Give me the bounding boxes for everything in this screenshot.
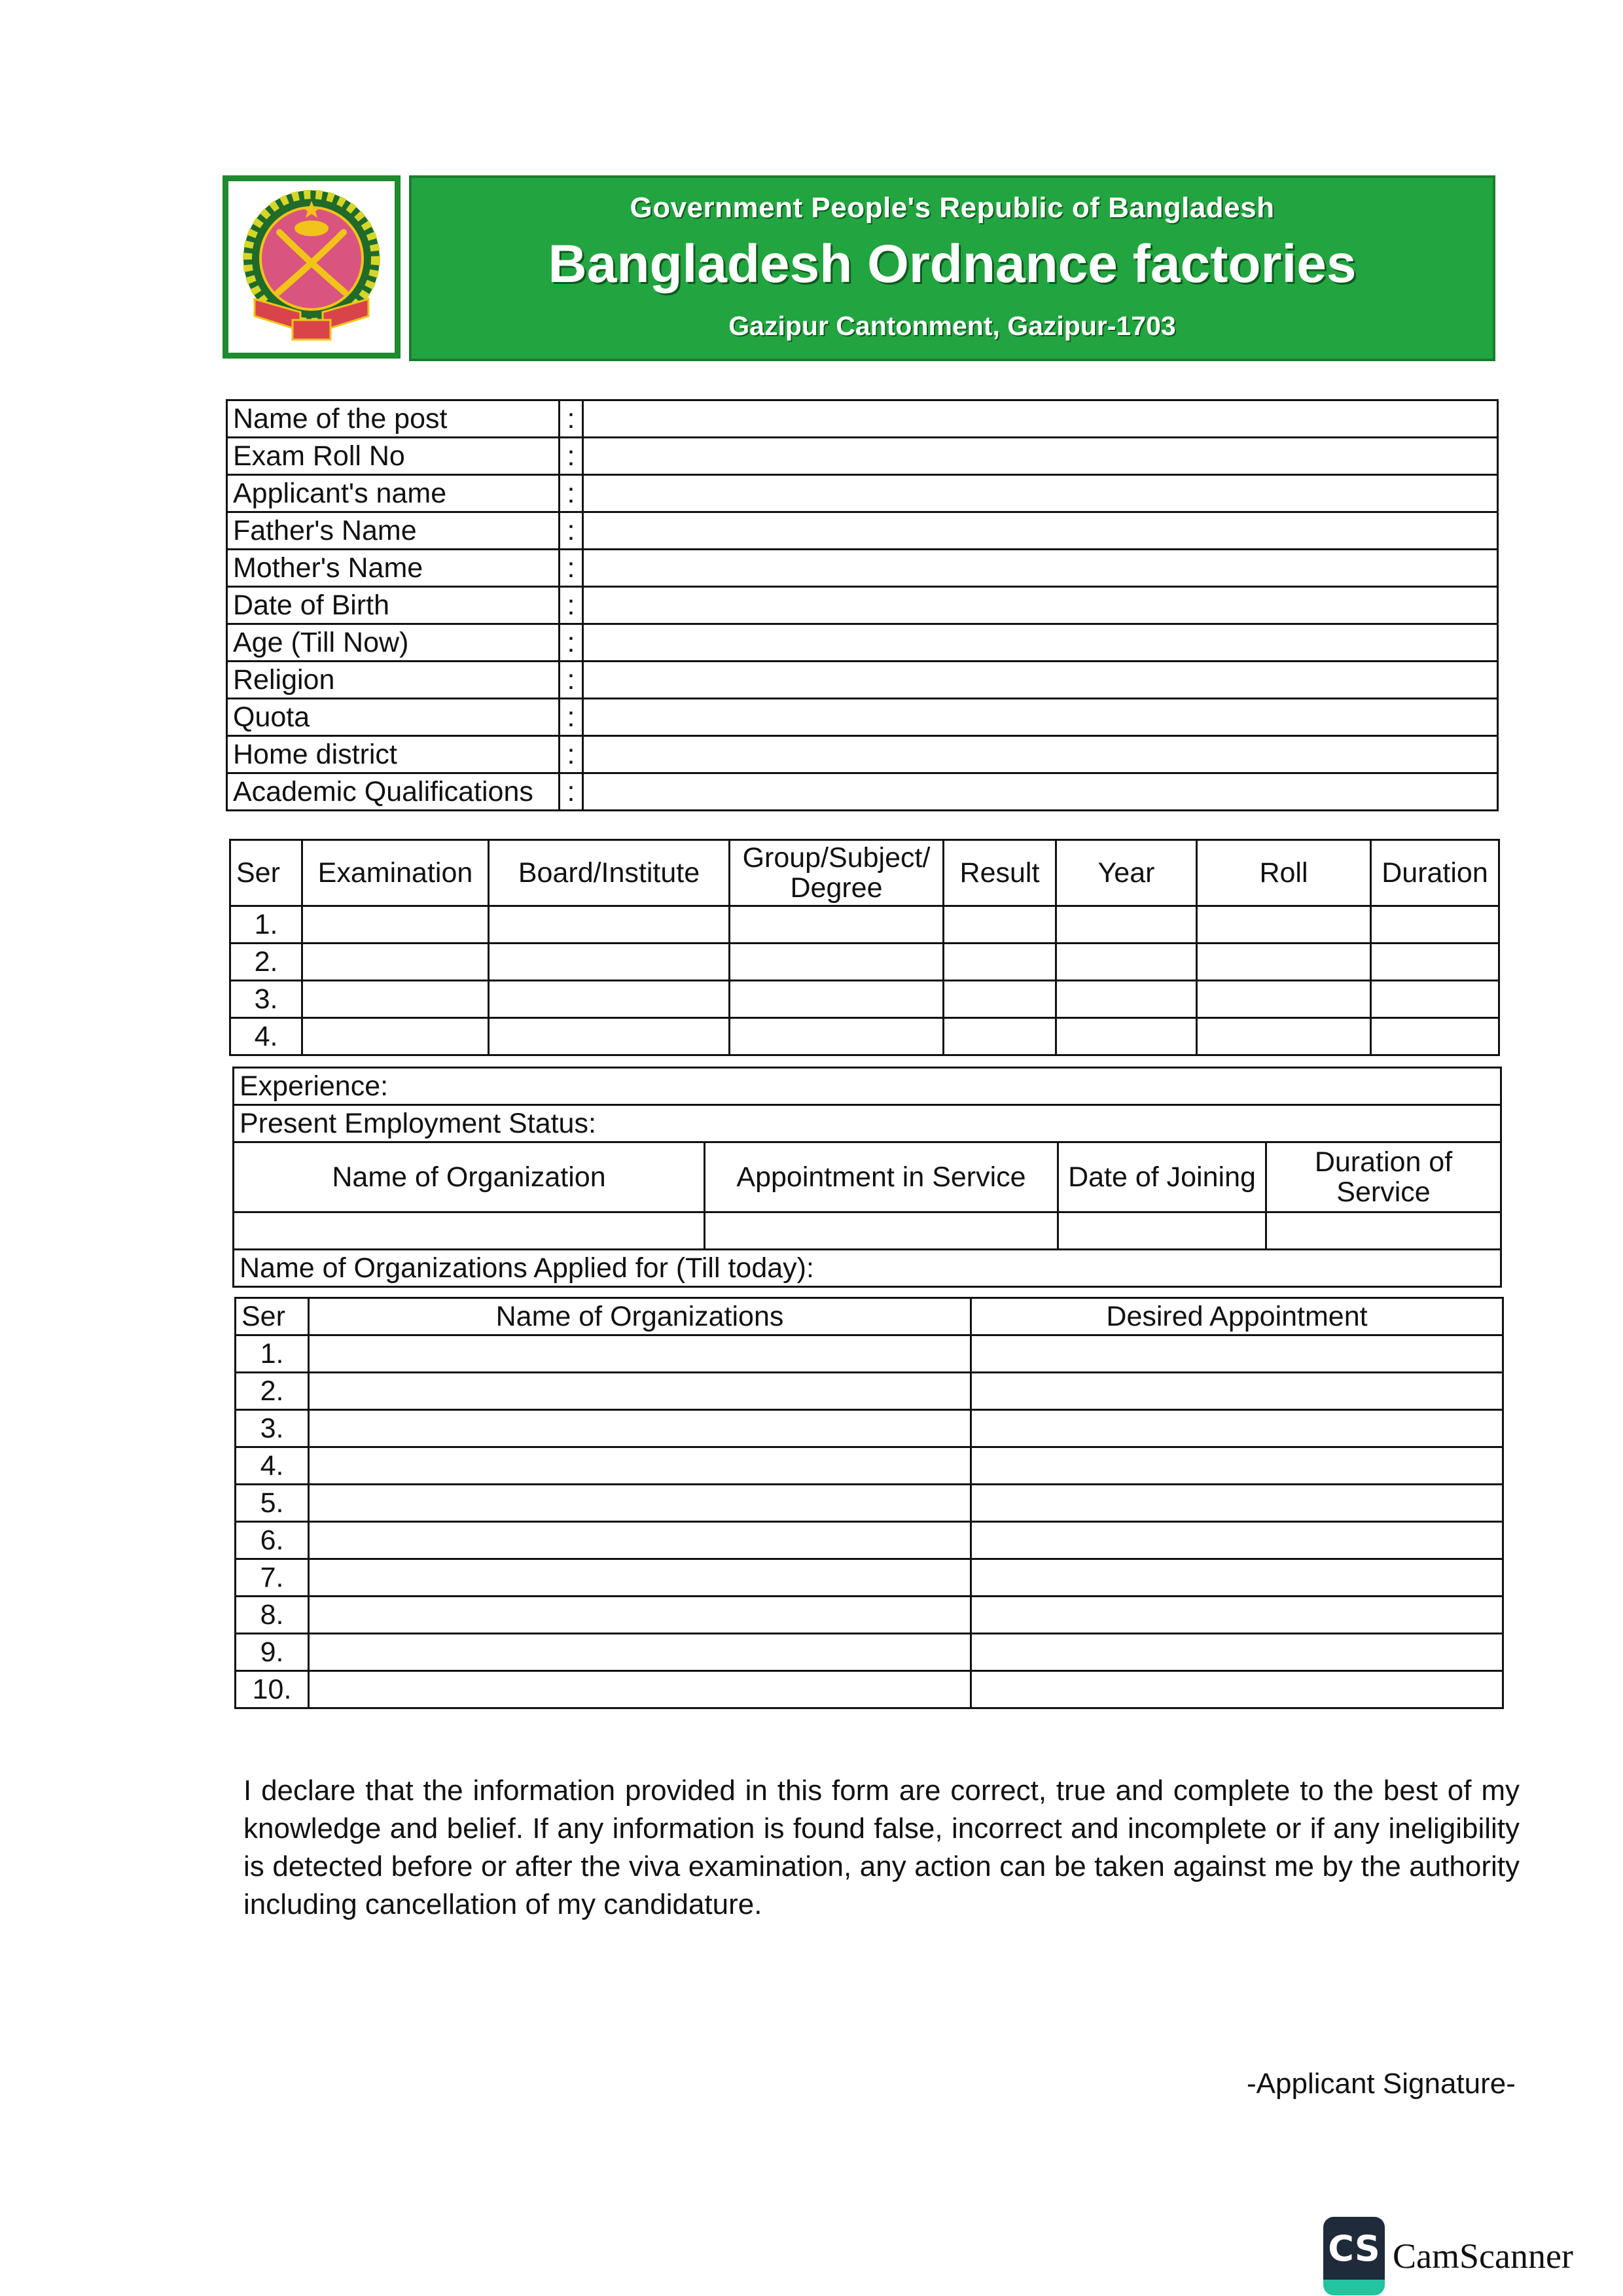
examination-cell[interactable] xyxy=(302,981,489,1018)
colon: : xyxy=(560,400,583,438)
roll-cell[interactable] xyxy=(1197,906,1371,944)
org-name-cell[interactable] xyxy=(309,1671,971,1708)
declaration-text: I declare that the information provided in this form are correct, true and complete to the best of my knowledge and belief. If any information is found false, incorrect and incomplete or if any ineligibility is detected before or after the viva examination, any action can be taken against me by the authority including cancellation of my candidature. xyxy=(243,1775,1520,1920)
applicant-signature-label: -Applicant Signature- xyxy=(1247,2068,1516,2100)
ser-cell: 3. xyxy=(230,981,302,1018)
board-cell[interactable] xyxy=(489,981,730,1018)
column-header-date-of-joining: Date of Joining xyxy=(1058,1142,1266,1212)
table-row xyxy=(230,981,1499,1018)
employment-table xyxy=(232,1067,1502,1288)
column-header-org-name: Name of Organizations xyxy=(309,1298,971,1335)
desired-appointment-cell[interactable] xyxy=(971,1373,1503,1410)
result-cell[interactable] xyxy=(944,944,1056,981)
duration-of-service-cell[interactable] xyxy=(1266,1212,1501,1250)
group-cell[interactable] xyxy=(730,906,944,944)
appointment-cell[interactable] xyxy=(705,1212,1058,1250)
field-label: Home district xyxy=(227,736,560,773)
colon: : xyxy=(560,624,583,662)
org-name-cell[interactable] xyxy=(309,1522,971,1559)
ser-cell: 8. xyxy=(236,1597,309,1634)
organization-address: Gazipur Cantonment, Gazipur-1703 xyxy=(728,310,1176,341)
academic-qualifications-input[interactable] xyxy=(583,773,1498,811)
desired-appointment-cell[interactable] xyxy=(971,1447,1503,1485)
orgs-applied-label-row xyxy=(234,1250,1501,1287)
field-label: Age (Till Now) xyxy=(227,624,560,662)
colon: : xyxy=(560,587,583,624)
ser-cell: 9. xyxy=(236,1634,309,1671)
field-row-applicant xyxy=(227,475,1498,512)
ser-cell: 1. xyxy=(236,1335,309,1373)
examination-cell[interactable] xyxy=(302,906,489,944)
home-district-input[interactable] xyxy=(583,736,1498,773)
roll-cell[interactable] xyxy=(1197,1018,1371,1055)
table-row xyxy=(230,906,1499,944)
ser-cell: 4. xyxy=(230,1018,302,1055)
column-header-board: Board/Institute xyxy=(489,840,730,906)
result-cell[interactable] xyxy=(944,981,1056,1018)
ser-cell: 4. xyxy=(236,1447,309,1485)
table-row xyxy=(236,1671,1503,1708)
colon: : xyxy=(560,475,583,512)
desired-appointment-cell[interactable] xyxy=(971,1671,1503,1708)
column-header-examination: Examination xyxy=(302,840,489,906)
field-row-post xyxy=(227,400,1498,438)
employment-header-row xyxy=(234,1142,1501,1212)
desired-appointment-cell[interactable] xyxy=(971,1485,1503,1522)
colon: : xyxy=(560,773,583,811)
age-input[interactable] xyxy=(583,624,1498,662)
desired-appointment-cell[interactable] xyxy=(971,1410,1503,1447)
camscanner-watermark xyxy=(1323,2217,1573,2295)
column-header-appointment: Appointment in Service xyxy=(705,1142,1058,1212)
camscanner-icon-text: CS xyxy=(1323,2217,1385,2280)
year-cell[interactable] xyxy=(1056,1018,1197,1055)
org-name-cell[interactable] xyxy=(309,1485,971,1522)
camscanner-logo-icon xyxy=(1323,2217,1385,2295)
group-cell[interactable] xyxy=(730,1018,944,1055)
field-row-quota xyxy=(227,699,1498,736)
org-name-cell[interactable] xyxy=(309,1447,971,1485)
government-title: Government People's Republic of Bangladesh xyxy=(630,191,1275,224)
colon: : xyxy=(560,699,583,736)
examination-cell[interactable] xyxy=(302,1018,489,1055)
column-header-ser: Ser xyxy=(230,840,302,906)
column-header-result: Result xyxy=(944,840,1056,906)
desired-appointment-cell[interactable] xyxy=(971,1522,1503,1559)
field-row-mother xyxy=(227,550,1498,587)
desired-appointment-cell[interactable] xyxy=(971,1634,1503,1671)
column-header-duration: Duration xyxy=(1371,840,1499,906)
ser-cell: 7. xyxy=(236,1559,309,1597)
colon: : xyxy=(560,550,583,587)
table-row xyxy=(230,1018,1499,1055)
qualifications-table xyxy=(229,839,1500,1056)
ser-cell: 10. xyxy=(236,1671,309,1708)
field-label: Religion xyxy=(227,662,560,699)
year-cell[interactable] xyxy=(1056,981,1197,1018)
year-cell[interactable] xyxy=(1056,944,1197,981)
organizations-applied-table xyxy=(234,1297,1504,1709)
present-employment-label: Present Employment Status: xyxy=(234,1105,1501,1142)
ser-cell: 2. xyxy=(230,944,302,981)
table-row xyxy=(236,1485,1503,1522)
orgs-applied-label: Name of Organizations Applied for (Till today): xyxy=(234,1250,1501,1287)
experience-row xyxy=(234,1068,1501,1105)
field-label: Name of the post xyxy=(227,400,560,438)
board-cell[interactable] xyxy=(489,944,730,981)
table-row xyxy=(236,1597,1503,1634)
field-row-father xyxy=(227,512,1498,550)
field-row-religion xyxy=(227,662,1498,699)
ser-cell: 2. xyxy=(236,1373,309,1410)
date-of-birth-input[interactable] xyxy=(583,587,1498,624)
field-label: Date of Birth xyxy=(227,587,560,624)
duration-cell[interactable] xyxy=(1371,906,1499,944)
duration-cell[interactable] xyxy=(1371,1018,1499,1055)
applicant-name-input[interactable] xyxy=(583,475,1498,512)
post-name-input[interactable] xyxy=(583,400,1498,438)
table-row xyxy=(236,1559,1503,1597)
field-label: Mother's Name xyxy=(227,550,560,587)
table-row xyxy=(236,1634,1503,1671)
org-name-cell[interactable] xyxy=(309,1559,971,1597)
field-row-academic xyxy=(227,773,1498,811)
bangladesh-army-emblem-icon xyxy=(228,181,395,353)
field-label: Father's Name xyxy=(227,512,560,550)
column-header-group-subject: Group/Subject/ Degree xyxy=(730,840,944,906)
result-cell[interactable] xyxy=(944,906,1056,944)
table-row xyxy=(236,1522,1503,1559)
org-name-cell[interactable] xyxy=(309,1410,971,1447)
desired-appointment-cell[interactable] xyxy=(971,1335,1503,1373)
organization-title: Bangladesh Ordnance factories xyxy=(548,234,1357,294)
colon: : xyxy=(560,662,583,699)
organization-cell[interactable] xyxy=(234,1212,705,1250)
field-row-district xyxy=(227,736,1498,773)
board-cell[interactable] xyxy=(489,1018,730,1055)
ser-cell: 3. xyxy=(236,1410,309,1447)
logo-box xyxy=(223,175,401,359)
column-header-roll: Roll xyxy=(1197,840,1371,906)
ser-cell: 5. xyxy=(236,1485,309,1522)
desired-appointment-cell[interactable] xyxy=(971,1597,1503,1634)
roll-cell[interactable] xyxy=(1197,944,1371,981)
table-row xyxy=(236,1373,1503,1410)
mother-name-input[interactable] xyxy=(583,550,1498,587)
header-banner xyxy=(409,175,1495,361)
org-name-cell[interactable] xyxy=(309,1335,971,1373)
org-name-cell[interactable] xyxy=(309,1373,971,1410)
group-cell[interactable] xyxy=(730,981,944,1018)
roll-cell[interactable] xyxy=(1197,981,1371,1018)
column-header-desired-appointment: Desired Appointment xyxy=(971,1298,1503,1335)
table-row xyxy=(230,944,1499,981)
field-row-roll xyxy=(227,438,1498,475)
column-header-ser: Ser xyxy=(236,1298,309,1335)
colon: : xyxy=(560,512,583,550)
table-row xyxy=(234,1212,1501,1250)
field-label: Exam Roll No xyxy=(227,438,560,475)
camscanner-brand: CamScanner xyxy=(1393,2236,1573,2276)
father-name-input[interactable] xyxy=(583,512,1498,550)
duration-cell[interactable] xyxy=(1371,944,1499,981)
field-row-dob xyxy=(227,587,1498,624)
colon: : xyxy=(560,736,583,773)
org-name-cell[interactable] xyxy=(309,1597,971,1634)
ser-cell: 6. xyxy=(236,1522,309,1559)
column-header-year: Year xyxy=(1056,840,1197,906)
personal-info-table xyxy=(226,399,1499,811)
quota-input[interactable] xyxy=(583,699,1498,736)
field-label: Applicant's name xyxy=(227,475,560,512)
religion-input[interactable] xyxy=(583,662,1498,699)
exam-roll-input[interactable] xyxy=(583,438,1498,475)
desired-appointment-cell[interactable] xyxy=(971,1559,1503,1597)
duration-cell[interactable] xyxy=(1371,981,1499,1018)
board-cell[interactable] xyxy=(489,906,730,944)
present-employment-row xyxy=(234,1105,1501,1142)
colon: : xyxy=(560,438,583,475)
date-of-joining-cell[interactable] xyxy=(1058,1212,1266,1250)
org-name-cell[interactable] xyxy=(309,1634,971,1671)
examination-cell[interactable] xyxy=(302,944,489,981)
field-label: Academic Qualifications xyxy=(227,773,560,811)
field-row-age xyxy=(227,624,1498,662)
result-cell[interactable] xyxy=(944,1018,1056,1055)
table-row xyxy=(236,1410,1503,1447)
field-label: Quota xyxy=(227,699,560,736)
table-row xyxy=(236,1447,1503,1485)
column-header-organization: Name of Organization xyxy=(234,1142,705,1212)
qualifications-header-row xyxy=(230,840,1499,906)
column-header-duration-of-service: Duration of Service xyxy=(1266,1142,1501,1212)
orgs-header-row xyxy=(236,1298,1503,1335)
experience-label[interactable]: Experience: xyxy=(234,1068,1501,1105)
year-cell[interactable] xyxy=(1056,906,1197,944)
group-cell[interactable] xyxy=(730,944,944,981)
ser-cell: 1. xyxy=(230,906,302,944)
table-row xyxy=(236,1335,1503,1373)
